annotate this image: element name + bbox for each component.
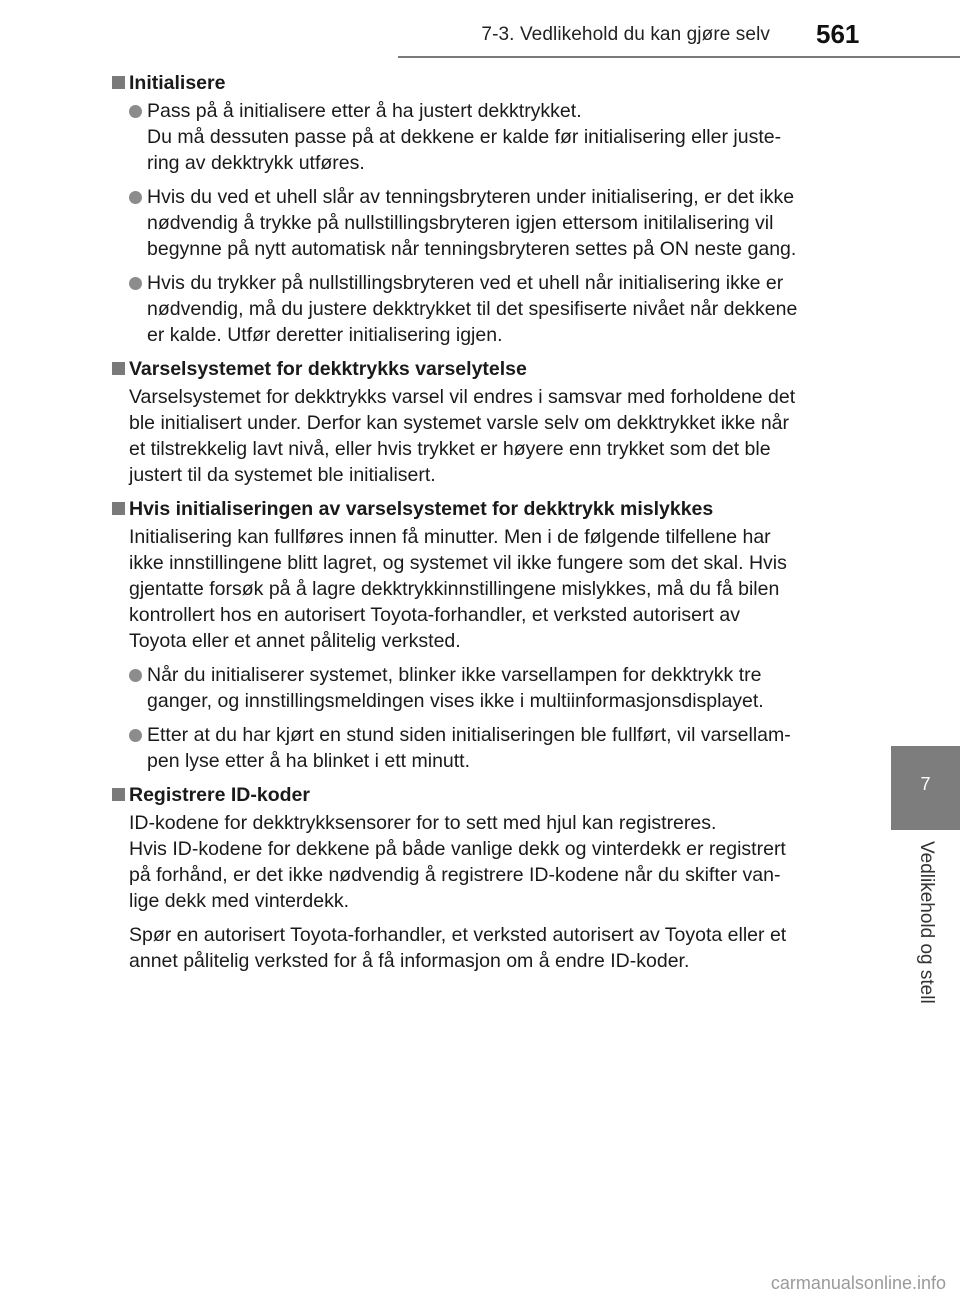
square-bullet-icon xyxy=(112,502,125,515)
section-heading xyxy=(111,496,856,522)
text-line: Etter at du har kjørt en stund siden initialiseringen ble fullført, vil varsellam- xyxy=(147,724,791,746)
text-line: Du må dessuten passe på at dekkene er kalde før initialisering eller juste- xyxy=(147,126,782,148)
square-bullet-icon xyxy=(112,788,125,801)
section-warning-performance xyxy=(111,356,856,488)
round-bullet-icon xyxy=(129,105,142,118)
round-bullet-icon xyxy=(129,277,142,290)
text-line: Pass på å initialisere etter å ha justert dekktrykket. xyxy=(147,100,582,122)
round-bullet-icon xyxy=(129,191,142,204)
page-content xyxy=(111,70,856,982)
chapter-title: 7-3. Vedlikehold du kan gjøre selv xyxy=(481,24,770,45)
square-bullet-icon xyxy=(112,362,125,375)
text-line: er kalde. Utfør deretter initialisering igjen. xyxy=(147,324,503,346)
paragraph xyxy=(111,810,856,914)
text-line: justert til da systemet ble initialisert. xyxy=(129,464,436,486)
text-line: begynne på nytt automatisk når tenningsbryteren settes på ON neste gang. xyxy=(147,238,797,260)
text-line: nødvendig å trykke på nullstillingsbryteren igjen ettersom initilalisering vil xyxy=(147,212,774,234)
round-bullet-icon xyxy=(129,729,142,742)
bullet-item xyxy=(111,722,856,774)
text-line: på forhånd, er det ikke nødvendig å registrere ID-kodene når du skifter van- xyxy=(129,864,781,886)
text-line: Når du initialiserer systemet, blinker ikke varsellampen for dekktrykk tre xyxy=(147,664,762,686)
section-initialize xyxy=(111,70,856,348)
text-line: nødvendig, må du justere dekktrykket til det spesifiserte nivået når dekkene xyxy=(147,298,798,320)
text-line: ganger, og innstillingsmeldingen vises ikke i multiinformasjonsdisplayet. xyxy=(147,690,764,712)
text-line: ikke innstillingene blitt lagret, og systemet vil ikke fungere som det skal. Hvis xyxy=(129,552,787,574)
section-initialization-fails xyxy=(111,496,856,774)
text-line: Hvis du ved et uhell slår av tenningsbryteren under initialisering, er det ikke xyxy=(147,186,795,208)
text-line: Toyota eller et annet pålitelig verksted. xyxy=(129,630,461,652)
chapter-side-label: Vedlikehold og stell xyxy=(916,841,937,1004)
section-heading-text: Registrere ID-koder xyxy=(129,784,310,806)
section-heading xyxy=(111,70,856,96)
text-line: pen lyse etter å ha blinket i ett minutt. xyxy=(147,750,471,772)
text-line: Spør en autorisert Toyota-forhandler, et verksted autorisert av Toyota eller et xyxy=(129,924,787,946)
section-register-id-codes xyxy=(111,782,856,974)
chapter-tab-number: 7 xyxy=(920,774,931,794)
text-line: lige dekk med vinterdekk. xyxy=(129,890,350,912)
watermark[interactable]: carmanualsonline.info xyxy=(770,1273,946,1293)
section-heading-text: Hvis initialiseringen av varselsystemet for dekktrykk mislykkes xyxy=(129,498,714,520)
paragraph xyxy=(111,922,856,974)
paragraph xyxy=(111,384,856,488)
section-heading-text: Varselsystemet for dekktrykks varselytelse xyxy=(129,358,527,380)
page-number: 561 xyxy=(816,19,860,49)
text-line: gjentatte forsøk på å lagre dekktrykkinnstillingene mislykkes, må du få bilen xyxy=(129,578,780,600)
section-heading xyxy=(111,356,856,382)
text-line: ble initialisert under. Derfor kan systemet varsle selv om dekktrykket ikke når xyxy=(129,412,790,434)
chapter-tab xyxy=(891,746,960,830)
section-heading xyxy=(111,782,856,808)
bullet-item xyxy=(111,270,856,348)
section-heading-text: Initialisere xyxy=(129,72,226,94)
header-divider xyxy=(398,56,960,58)
text-line: ID-kodene for dekktrykksensorer for to sett med hjul kan registreres. xyxy=(129,812,717,834)
text-line: Varselsystemet for dekktrykks varsel vil endres i samsvar med forholdene det xyxy=(129,386,796,408)
text-line: et tilstrekkelig lavt nivå, eller hvis trykket er høyere enn trykket som det ble xyxy=(129,438,771,460)
square-bullet-icon xyxy=(112,76,125,89)
text-line: Hvis du trykker på nullstillingsbryteren ved et uhell når initialisering ikke er xyxy=(147,272,784,294)
chapter-side-label-wrap xyxy=(891,835,960,1035)
text-line: Initialisering kan fullføres innen få minutter. Men i de følgende tilfellene har xyxy=(129,526,771,548)
text-line: kontrollert hos en autorisert Toyota-forhandler, et verksted autorisert av xyxy=(129,604,740,626)
text-line: Hvis ID-kodene for dekkene på både vanlige dekk og vinterdekk er registrert xyxy=(129,838,786,860)
bullet-item xyxy=(111,98,856,176)
text-line: ring av dekktrykk utføres. xyxy=(147,152,365,174)
round-bullet-icon xyxy=(129,669,142,682)
paragraph xyxy=(111,524,856,654)
bullet-item xyxy=(111,662,856,714)
text-line: annet pålitelig verksted for å få informasjon om å endre ID-koder. xyxy=(129,950,690,972)
bullet-item xyxy=(111,184,856,262)
